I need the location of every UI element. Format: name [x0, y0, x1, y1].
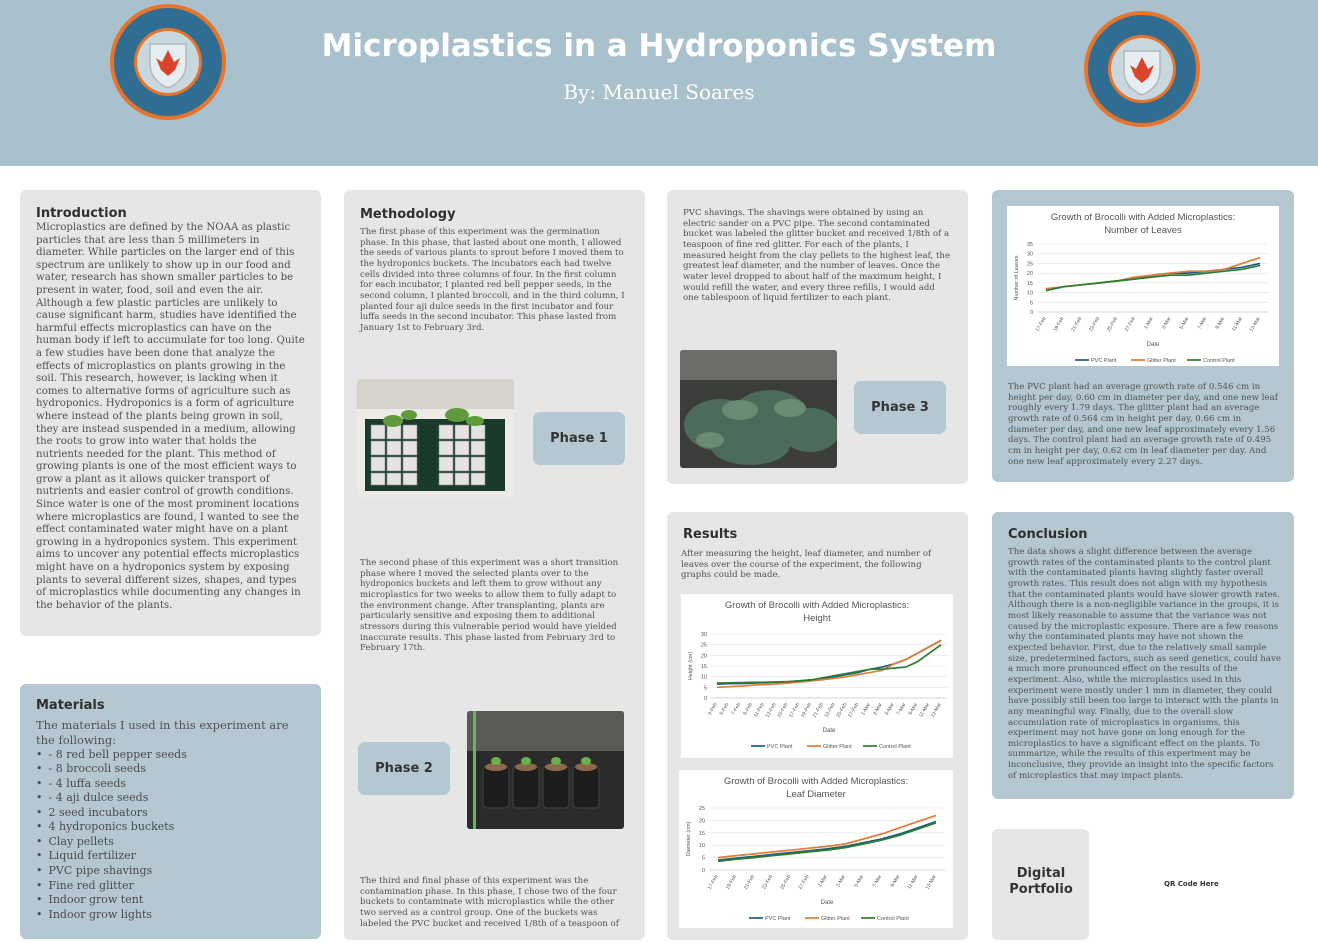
legend-label: Glitter Plant [823, 744, 852, 750]
y-tick-label: 5 [1029, 300, 1033, 307]
y-tick-label: 15 [700, 664, 707, 670]
x-tick-label: 23-Feb [761, 874, 775, 891]
y-tick-label: 0 [1029, 310, 1033, 316]
series-line [717, 640, 941, 684]
phase2-photo [467, 711, 624, 829]
y-tick-label: 0 [703, 696, 707, 702]
series-line [717, 645, 941, 683]
conclusion-heading: Conclusion [1008, 527, 1088, 542]
materials-item: • - 8 red bell pepper seeds [36, 748, 305, 763]
y-tick-label: 15 [698, 830, 705, 837]
pinnacle-logo-right [1080, 7, 1204, 131]
introduction-panel [20, 190, 321, 636]
qr-code-placeholder[interactable]: QR Code Here [1164, 880, 1219, 888]
x-tick-label: 21-Feb [811, 702, 825, 719]
x-tick-label: 11-Feb [752, 702, 766, 719]
methodology-heading: Methodology [360, 207, 456, 222]
portfolio-label: Digital Portfolio [1009, 866, 1073, 898]
x-tick-label: 9-Mar [907, 702, 920, 717]
legend-label: PVC Plant [1091, 358, 1117, 364]
y-tick-label: 35 [1026, 242, 1033, 248]
methodology-continued-text: PVC shavings. The shavings were obtained by using an electric sander on a PVC pipe. The second contaminated bucket was labeled the glitter bucket and received 1/8th of a teaspoon of fine red glitter. For each of the plants, I measured height from the clay pellets to the highest leaf, the greatest leaf diameter, and the number of leaves. Once the water level dropped to about half of the maximum height, I would refill the water, and every three refills, I would add one tablespoon of liquid fertilizer to each plant. [683, 208, 951, 304]
x-tick-label: 9-Mar [889, 874, 902, 889]
y-tick-label: 20 [1026, 271, 1033, 278]
x-tick-label: 15-Feb [776, 702, 790, 719]
y-tick-label: 20 [698, 818, 705, 825]
x-tick-label: 13-Mar [929, 702, 943, 719]
x-tick-label: 11-Mar [906, 874, 920, 891]
y-tick-label: 5 [701, 855, 705, 862]
materials-intro: The materials I used in this experiment are the following: [36, 718, 289, 747]
chart-subtitle: Height [803, 613, 831, 624]
series-line [717, 640, 941, 687]
x-tick-label: 17-Feb [706, 874, 720, 891]
methodology-paragraph-2: The second phase of this experiment was a short transition phase where I moved the selected plants over to the hydroponics buckets and left them to grow without any microplastics for two weeks to allow them to fully adapt to the environment change. After transplanting, plants are particularly sensitive and exposing them to additional stressors during this vulnerable period would have yielded inaccurate results. This phase lasted from February 3rd to February 17th. [360, 558, 619, 654]
x-tick-label: 19-Feb [724, 874, 738, 891]
y-tick-label: 10 [698, 843, 705, 850]
y-axis-label: Height (cm) [688, 651, 694, 681]
phase1-label: Phase 1 [533, 412, 625, 465]
legend-label: PVC Plant [765, 916, 791, 922]
materials-item: • Liquid fertilizer [36, 849, 305, 864]
x-tick-label: 9-Feb [742, 702, 755, 717]
x-tick-label: 9-Mar [1214, 316, 1227, 331]
introduction-body: Microplastics are defined by the NOAA as plastic particles that are less than 5 millimeters in diameter. While particles on the larger end of this spectrum are unlikely to show up in our food and water, research has shown smaller particles to be present in water, food, soil and even the air. Although a few plastic particles are unlikely to cause significant harm, studies have identified the harmful effects microplastics can have on the human body if left to accumulate for too long. Quite a few studies have been done that analyze the effects of microplastics on plants growing in the soil. This research, however, is lacking when it comes to alternative forms of agriculture such as hydroponics. Hydroponics is a form of agriculture where instead of the plants being grown in soil, they are instead suspended in a medium, allowing the roots to grow into water that holds the nutrients needed for the plant. This method of growing plants is one of the most efficient ways to grow a plant as it allows quicker transport of nutrients and easier control of growth conditions. Since water is one of the most prominent locations where microplastics are found, I wanted to see the effect contaminated water might have on a plant growing in a hydroponics system. This experiment aims to uncover any potential effects microplastics might have on a hydroponics system by exposing plants to several different sizes, shapes, and types of microplastics while documenting any changes in the behavior of the plants. [36, 222, 305, 611]
series-line [718, 815, 936, 857]
x-axis-label: Date [1146, 342, 1160, 348]
x-tick-label: 13-Mar [1248, 316, 1262, 333]
materials-item: • 2 seed incubators [36, 806, 305, 821]
x-tick-label: 23-Feb [1088, 316, 1102, 333]
materials-item: • Fine red glitter [36, 879, 305, 894]
legend-label: Control Plant [879, 744, 911, 750]
x-tick-label: 25-Feb [1105, 316, 1120, 333]
x-tick-label: 3-Feb [706, 702, 719, 717]
methodology-paragraph-3: The third and final phase of this experiment was the contamination phase. In this phase, I chose two of the four buckets to contaminate with microplastics while the other two served as a control group. One of the buckets was labeled the PVC bucket and received 1/8th of a teaspoon of [360, 876, 619, 929]
y-axis-label: Number of Leaves [1014, 255, 1020, 301]
y-tick-label: 25 [1026, 261, 1033, 268]
x-axis-label: Date [820, 900, 834, 906]
materials-item: • Indoor grow lights [36, 908, 305, 923]
materials-item: • - 8 broccoli seeds [36, 762, 305, 777]
chart-title: Growth of Brocolli with Added Microplastics: [723, 776, 909, 787]
y-tick-label: 0 [701, 868, 705, 874]
x-tick-label: 21-Feb [742, 874, 757, 891]
x-tick-label: 17-Feb [1034, 316, 1048, 333]
x-tick-label: 7-Mar [895, 702, 908, 717]
y-tick-label: 5 [703, 685, 707, 692]
diameter-chart [679, 770, 953, 928]
x-tick-label: 3-Mar [872, 702, 884, 717]
poster-byline: By: Manuel Soares [563, 80, 755, 104]
materials-panel [20, 684, 321, 939]
x-tick-label: 7-Mar [1196, 316, 1209, 331]
y-tick-label: 10 [700, 674, 707, 681]
y-axis-label: Diameter (cm) [686, 821, 692, 857]
materials-item: • 4 hydroponics buckets [36, 820, 305, 835]
x-tick-label: 5-Mar [853, 874, 866, 889]
results-heading: Results [683, 527, 738, 542]
x-tick-label: 19-Feb [1052, 316, 1066, 333]
y-tick-label: 20 [700, 653, 707, 660]
x-tick-label: 11-Mar [918, 702, 932, 719]
x-tick-label: 27-Feb [847, 702, 861, 719]
x-tick-label: 19-Feb [799, 702, 814, 719]
y-tick-label: 25 [698, 806, 705, 812]
materials-list [36, 748, 305, 922]
phase2-label: Phase 2 [358, 742, 450, 795]
phase3-photo [680, 350, 837, 468]
legend-label: Glitter Plant [821, 916, 850, 922]
conclusion-panel [992, 512, 1294, 799]
y-tick-label: 10 [1026, 290, 1033, 297]
y-tick-label: 25 [700, 642, 707, 649]
legend-label: PVC Plant [767, 744, 793, 750]
x-tick-label: 13-Mar [924, 874, 938, 891]
methodology-paragraph-1: The first phase of this experiment was the germination phase. In this phase, that lasted about one month, I allowed the seeds of various plants to sprout before I moved them to the hydroponics buckets. The incubators each had twelve cells divided into three columns of four. In the first column for each incubator, I planted red bell pepper seeds, in the second column, I planted broccoli, and in the third column, I planted four aji dulce seeds in the first incubator and four luffa seeds in the second incubator. This phase lasted from January 1st to February 3rd. [360, 227, 625, 333]
x-tick-label: 5-Feb [718, 702, 731, 717]
conclusion-body: The data shows a slight difference between the average growth rates of the contaminated plants to the control plant with the contaminated plants having slightly faster overall growth rates. This result does not align with my hypothesis that the contaminated plants would have slower growth rates. Although there is a non-negligible variance in the groups, it is most likely reasonable to assume that the variance was not caused by the microplastic exposure. There are a few reasons why the contaminated plants may have not shown the expected behavior. First, due to the relatively small sample size, predetermined factors, such as seed genetics, could have a much more pronounced effect on the results of the experiment. Also, while the microplastics used in this experiment were mostly under 1 mm in diameter, they could have possibly still been too large to interact with the plants in any meaningful way. Finally, due to the overall slow accumulation rate of microplastics in organisms, this experiment may not have gone on long enough for the microplastics to have a significant effect on the plants. To summarize, while the results of this experiment may be inconclusive, they provide an insight into the specific factors of microplastics that may impact plants. [1008, 547, 1281, 781]
y-tick-label: 15 [1026, 280, 1033, 287]
chart-subtitle: Leaf Diameter [786, 789, 846, 800]
chart-title: Growth of Brocolli with Added Microplastics: [724, 600, 910, 611]
x-tick-label: 1-Mar [860, 702, 873, 717]
x-tick-label: 25-Feb [779, 874, 793, 891]
chart-subtitle: Number of Leaves [1104, 225, 1182, 236]
y-tick-label: 30 [1026, 251, 1033, 258]
x-tick-label: 25-Feb [835, 702, 849, 719]
phase1-photo [357, 379, 514, 497]
materials-heading: Materials [36, 698, 105, 713]
x-tick-label: 1-Mar [817, 874, 829, 889]
x-tick-label: 5-Mar [1178, 316, 1191, 331]
leaves-chart [1007, 206, 1279, 366]
legend-label: Glitter Plant [1147, 358, 1176, 364]
materials-item: • - 4 aji dulce seeds [36, 791, 305, 806]
x-tick-label: 17-Feb [788, 702, 802, 719]
x-tick-label: 21-Feb [1070, 316, 1084, 333]
materials-item: • Indoor grow tent [36, 893, 305, 908]
y-tick-label: 30 [700, 632, 707, 638]
legend-label: Control Plant [877, 916, 909, 922]
poster-title: Microplastics in a Hydroponics System [321, 28, 997, 64]
materials-item: • - 4 luffa seeds [36, 777, 305, 792]
chart-title: Growth of Brocolli with Added Microplastics: [1050, 212, 1236, 223]
x-tick-label: 1-Mar [1143, 316, 1155, 331]
materials-item: • PVC pipe shavings [36, 864, 305, 879]
phase3-label: Phase 3 [854, 381, 946, 434]
x-tick-label: 23-Feb [823, 702, 837, 719]
x-tick-label: 27-Feb [1123, 316, 1137, 333]
materials-item: • Clay pellets [36, 835, 305, 850]
x-tick-label: 7-Feb [730, 702, 743, 717]
series-line [718, 823, 936, 861]
x-tick-label: 3-Mar [835, 874, 847, 889]
pinnacle-logo-left [106, 0, 230, 124]
x-axis-label: Date [822, 728, 836, 734]
x-tick-label: 3-Mar [1160, 316, 1173, 331]
introduction-heading: Introduction [36, 206, 127, 221]
leaves-summary: The PVC plant had an average growth rate of 0.546 cm in height per day, 0.60 cm in diameter per day, and one new leaf roughly every 1.79 days. The glitter plant had an average growth rate of 0.564 cm in height per day, 0.66 cm in diameter per day, and one new leaf approximately every 1.56 days. The control plant had an average growth rate of 0.495 cm in height per day, 0.62 cm in leaf diameter per day. And one new leaf approximately every 2.27 days. [1008, 382, 1278, 467]
legend-label: Control Plant [1203, 358, 1235, 364]
x-tick-label: 13-Feb [764, 702, 778, 719]
x-tick-label: 27-Feb [797, 874, 811, 891]
x-tick-label: 11-Mar [1231, 316, 1244, 333]
x-tick-label: 7-Mar [871, 874, 884, 889]
results-body: After measuring the height, leaf diameter, and number of leaves over the course of the experiment, the following graphs could be made. [681, 549, 932, 581]
height-chart [681, 594, 953, 758]
x-tick-label: 5-Mar [883, 702, 896, 717]
